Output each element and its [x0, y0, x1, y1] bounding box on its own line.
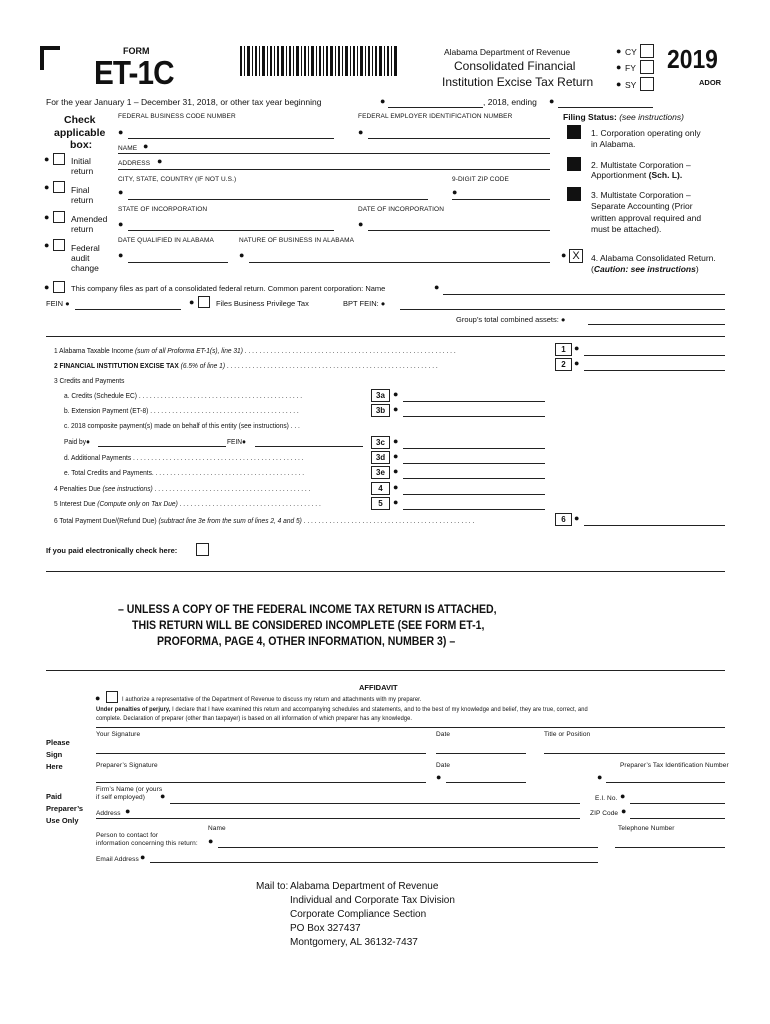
ador-label: ADOR	[699, 78, 722, 87]
zip-field[interactable]	[452, 199, 550, 200]
line-1-field[interactable]	[584, 355, 725, 356]
line-1-bullet: ●	[574, 343, 580, 353]
auth-bullet: ●	[95, 693, 101, 703]
filing-opt3-d: must be attached).	[591, 224, 662, 234]
title-field[interactable]	[544, 753, 725, 754]
initial-bullet: ●	[44, 154, 50, 164]
year-line-prefix: For the year January 1 – December 31, 2018, or other tax year beginning	[46, 97, 322, 107]
federal-label-3: change	[71, 263, 99, 273]
affidavit-title: AFFIDAVIT	[359, 683, 398, 692]
name-bullet: ●	[143, 141, 149, 151]
parent-name-bullet: ●	[434, 282, 440, 292]
addr-bullet: ●	[125, 806, 131, 816]
your-sig-field[interactable]	[96, 753, 426, 754]
line-3e-text: e. Total Credits and Payments	[64, 468, 152, 477]
filing-option-2-box[interactable]	[567, 157, 581, 171]
line-3a-box: 3a	[371, 389, 390, 402]
address-field[interactable]	[118, 169, 550, 170]
federal-bullet: ●	[44, 240, 50, 250]
fbcn-label: FEDERAL BUSINESS CODE NUMBER	[118, 113, 236, 120]
please-sign-3: Here	[46, 762, 63, 771]
form-label: FORM	[123, 46, 150, 56]
line-3b-bullet: ●	[393, 404, 399, 414]
fein-field[interactable]	[368, 138, 550, 139]
consolidated-bullet: ●	[44, 282, 50, 292]
zip-label: 9-DIGIT ZIP CODE	[452, 176, 509, 183]
check-title-1: Check	[64, 114, 96, 126]
line-3b-text: b. Extension Payment (ET-8)	[64, 406, 149, 415]
sy-bullet: ●	[616, 79, 622, 89]
line-3a-label: a. Credits (Schedule EC) . . . . . . . . . . . . . . . . . . . . . . . . . . . . . . . . . . . . . . . . . . . . .	[64, 391, 303, 400]
prep-date-bullet: ●	[436, 772, 442, 782]
email-field[interactable]	[150, 862, 598, 863]
filing-option-3-box[interactable]	[567, 187, 581, 201]
address-label: ADDRESS	[118, 160, 151, 167]
filing-opt4-a: 4. Alabama Consolidated Return.	[591, 253, 716, 263]
line-1-note: (sum of all Proforma ET-1(s), line 31)	[134, 346, 243, 355]
addr-label: Address	[96, 810, 121, 817]
fy-checkbox[interactable]	[640, 60, 654, 74]
filing-title	[563, 112, 684, 122]
name-field[interactable]	[118, 153, 550, 154]
line-3c-box: 3c	[371, 436, 390, 449]
mail-line-4: PO Box 327437	[290, 923, 361, 934]
paid-prep-1: Paid	[46, 792, 62, 801]
tel-field[interactable]	[615, 847, 725, 848]
line-3a-text: a. Credits (Schedule EC)	[64, 391, 137, 400]
line-6-label: 6 Total Payment Due/(Refund Due) (subtract line 3e from the sum of lines 2, 4 and 5) . . . . . . . . . . . . . . . . . . . . . . . . . . . . . . . . . . . . . . . . . . . . . . .	[54, 516, 475, 525]
your-sig-label: Your Signature	[96, 731, 141, 738]
please-sign-2: Sign	[46, 750, 63, 759]
prep-date-label: Date	[436, 762, 451, 769]
tax-year: 2019	[667, 44, 718, 74]
line-4-box: 4	[371, 482, 390, 495]
parent-fein-text: FEIN	[46, 299, 64, 308]
email-bullet: ●	[140, 852, 146, 862]
line-3b-field[interactable]	[403, 416, 545, 417]
fbcn-field[interactable]	[128, 138, 334, 139]
line-2-field[interactable]	[584, 370, 725, 371]
mail-line-3: Corporate Compliance Section	[290, 909, 427, 920]
date-inc-field[interactable]	[368, 230, 550, 231]
line-3c-label: c. 2018 composite payment(s) made on behalf of this entity (see instructions) . . .	[64, 421, 300, 430]
filing-option-4-box[interactable]	[569, 249, 583, 263]
bpt-fein-field[interactable]	[400, 309, 725, 310]
mail-line-2: Individual and Corporate Tax Division	[290, 895, 455, 906]
line-6-field[interactable]	[584, 525, 725, 526]
begin-date-field[interactable]	[388, 107, 483, 108]
perjury-bold: Under penalties of perjury,	[96, 706, 171, 713]
initial-label-1: Initial	[71, 156, 91, 166]
dept-name: Alabama Department of Revenue	[444, 47, 571, 57]
line-4-field[interactable]	[403, 494, 545, 495]
line-5-field[interactable]	[403, 509, 545, 510]
cy-checkbox[interactable]	[640, 44, 654, 58]
title-pos-label: Title or Position	[544, 731, 591, 738]
corner-mark	[40, 46, 60, 70]
form-id: ET-1C	[94, 54, 174, 91]
initial-return-checkbox[interactable]	[53, 153, 65, 165]
line-1-label: 1 Alabama Taxable Income (sum of all Proforma ET-1(s), line 31) . . . . . . . . . . . . . . . . . . . . . . . . . . . . . . . . . . . . . . . . . . . . . . . . . . . . . . . . . .	[54, 346, 456, 355]
date-label: Date	[436, 731, 451, 738]
address-bullet: ●	[157, 156, 163, 166]
end-bullet: ●	[549, 96, 555, 106]
electronic-checkbox[interactable]	[196, 543, 209, 556]
prep-sig-label: Preparer’s Signature	[96, 762, 158, 769]
amended-bullet: ●	[44, 212, 50, 222]
prep-sig-field[interactable]	[96, 782, 426, 783]
line-3d-bullet: ●	[393, 451, 399, 461]
line-2-box: 2	[555, 358, 572, 371]
prep-id-label: Preparer’s Tax Identification Number	[620, 762, 729, 769]
firm-bullet: ●	[160, 791, 166, 801]
filing-opt4-mark: X	[572, 250, 580, 262]
filing-opt4-bullet: ●	[561, 250, 567, 260]
zip-bullet: ●	[452, 187, 458, 197]
line-6-text: 6 Total Payment Due/(Refund Due)	[54, 516, 157, 525]
mail-label: Mail to:	[256, 881, 289, 892]
tel-label: Telephone Number	[618, 825, 675, 832]
end-date-field[interactable]	[558, 107, 653, 108]
final-label-1: Final	[71, 185, 90, 195]
ein-field[interactable]	[630, 803, 725, 804]
line-6-box: 6	[555, 513, 572, 526]
firm-name-field[interactable]	[170, 803, 580, 804]
nature-label: NATURE OF BUSINESS IN ALABAMA	[239, 237, 355, 244]
final-label-2: return	[71, 195, 94, 205]
line-3e-field[interactable]	[403, 478, 545, 479]
prep-date-field[interactable]	[446, 782, 526, 783]
filing-opt2-a: 2. Multistate Corporation –	[591, 160, 691, 170]
line-4-note: (see instructions)	[102, 484, 153, 493]
consolidated-text: This company files as part of a consolidated federal return. Common parent corporation: Name	[71, 284, 386, 293]
parent-fein-label: FEIN ●	[46, 299, 70, 308]
filing-opt2-b	[591, 170, 682, 180]
parent-fein-field[interactable]	[75, 309, 181, 310]
barcode	[240, 46, 400, 76]
year-line-mid: , 2018, ending	[483, 97, 537, 107]
bpt-bullet: ●	[189, 297, 195, 307]
paid-prep-3: Use Only	[46, 816, 79, 825]
city-label: CITY, STATE, COUNTRY (IF NOT U.S.)	[118, 176, 237, 183]
line-3c-bullet: ●	[393, 436, 399, 446]
mail-line-1: Alabama Department of Revenue	[290, 881, 439, 892]
line-3a-bullet: ●	[393, 389, 399, 399]
filing-opt3-a: 3. Multistate Corporation –	[591, 190, 691, 200]
lines-top-rule	[46, 336, 725, 337]
prep-id-bullet: ●	[597, 772, 603, 782]
state-inc-field[interactable]	[128, 230, 334, 231]
nature-bullet: ●	[239, 250, 245, 260]
prep-id-field[interactable]	[606, 782, 725, 783]
line-3e-label: e. Total Credits and Payments. . . . . . . . . . . . . . . . . . . . . . . . . . . . . . . . . . . . . . . . . .	[64, 468, 305, 477]
check-title-2: applicable	[54, 127, 106, 139]
federal-label-2: audit	[71, 253, 90, 263]
assets-text: Group’s total combined assets:	[456, 315, 559, 324]
line-3c-paidby-field[interactable]	[98, 446, 226, 447]
assets-field[interactable]	[588, 324, 725, 325]
please-sign-1: Please	[46, 738, 70, 747]
line-3d-field[interactable]	[403, 463, 545, 464]
line-3c-fein-text: FEIN	[227, 437, 243, 446]
auth-text: I authorize a representative of the Department of Revenue to discuss my return and attachments with my preparer.	[122, 696, 422, 703]
line-3e-bullet: ●	[393, 466, 399, 476]
federal-label-1: Federal	[71, 243, 100, 253]
paid-prep-2: Preparer’s	[46, 804, 84, 813]
bpt-fein-label: BPT FEIN: ●	[343, 299, 386, 308]
line-3d-box: 3d	[371, 451, 390, 464]
nature-field[interactable]	[249, 262, 550, 263]
assets-label: Group’s total combined assets: ●	[456, 315, 566, 324]
date-qual-bullet: ●	[118, 250, 124, 260]
fein-bullet: ●	[358, 127, 364, 137]
line-5-bullet: ●	[393, 497, 399, 507]
sig-date-field[interactable]	[436, 753, 526, 754]
line-6-note: (subtract line 3e from the sum of lines 2, 4 and 5)	[158, 516, 302, 525]
line-3e-box: 3e	[371, 466, 390, 479]
ein-bullet: ●	[620, 791, 626, 801]
contact-name-label: Name	[208, 825, 226, 832]
line-3c-field[interactable]	[403, 448, 545, 449]
zip-code-label: ZIP Code	[590, 810, 619, 817]
zip-code-bullet: ●	[621, 806, 627, 816]
line-4-text: 4 Penalties Due	[54, 484, 101, 493]
filing-opt4-caution: Caution: see instructions	[593, 264, 696, 274]
mail-line-5: Montgomery, AL 36132-7437	[290, 937, 418, 948]
perjury-text	[96, 706, 588, 713]
line-1-box: 1	[555, 343, 572, 356]
line-3d-label: d. Additional Payments . . . . . . . . . . . . . . . . . . . . . . . . . . . . . . . . . . . . . . . . . . . . . . .	[64, 453, 304, 462]
warning-line-3: PROFORMA, PAGE 4, OTHER INFORMATION, NUMBER 3) –	[157, 634, 456, 648]
contact-bullet: ●	[208, 836, 214, 846]
check-title-3: box:	[70, 139, 93, 151]
line-3c-fein-field[interactable]	[255, 446, 363, 447]
state-inc-bullet: ●	[118, 219, 124, 229]
date-inc-label: DATE OF INCORPORATION	[358, 206, 444, 213]
name-label: NAME	[118, 145, 138, 152]
title-line-1: Consolidated Financial	[454, 59, 576, 73]
line-5-note: (Compute only on Tax Due)	[97, 499, 178, 508]
cy-label: CY	[625, 47, 637, 57]
federal-audit-checkbox[interactable]	[53, 239, 65, 251]
prep-addr-field[interactable]	[96, 818, 580, 819]
fy-bullet: ●	[616, 62, 622, 72]
final-bullet: ●	[44, 182, 50, 192]
line-4-bullet: ●	[393, 482, 399, 492]
city-bullet: ●	[118, 187, 124, 197]
parent-name-field[interactable]	[443, 294, 725, 295]
line-3c-paidby: Paid by●	[64, 437, 91, 446]
sy-checkbox[interactable]	[640, 77, 654, 91]
line-3c-fein: FEIN●	[227, 437, 247, 446]
fy-label: FY	[625, 63, 636, 73]
amended-return-checkbox[interactable]	[53, 211, 65, 223]
line-5-text: 5 Interest Due	[54, 499, 96, 508]
date-inc-bullet: ●	[358, 219, 364, 229]
line-2-text: 2 FINANCIAL INSTITUTION EXCISE TAX	[54, 361, 179, 370]
bpt-fein-text: BPT FEIN:	[343, 299, 379, 308]
firm-label-1: Firm’s Name (or yours	[96, 786, 163, 793]
bpt-checkbox[interactable]	[198, 296, 210, 308]
firm-label-2: if self employed)	[96, 794, 146, 801]
filing-opt2-b-text: Apportionment	[591, 170, 647, 180]
initial-label-2: return	[71, 166, 94, 176]
amended-label-1: Amended	[71, 214, 108, 224]
line-2-label: 2 FINANCIAL INSTITUTION EXCISE TAX (6.5% of line 1) . . . . . . . . . . . . . . . . . . . . . . . . . . . . . . . . . . . . . . . . . . . . . . . . . . . . . . . . . .	[54, 361, 438, 370]
perjury-rest: I declare that I have examined this return and accompanying schedules and statements, and to the best of my knowledge and belief, they are true, correct, and	[170, 706, 588, 713]
state-inc-label: STATE OF INCORPORATION	[118, 206, 208, 213]
final-return-checkbox[interactable]	[53, 181, 65, 193]
line-5-label: 5 Interest Due (Compute only on Tax Due) . . . . . . . . . . . . . . . . . . . . . . . . . . . . . . . . . . . . . . .	[54, 499, 321, 508]
prep-zip-field[interactable]	[630, 818, 725, 819]
line-3d-text: d. Additional Payments	[64, 453, 132, 462]
amended-label-2: return	[71, 224, 94, 234]
city-field[interactable]	[128, 199, 428, 200]
filing-opt3-c: written approval required and	[591, 213, 702, 223]
bpt-label: Files Business Privilege Tax	[216, 299, 309, 308]
line-3a-field[interactable]	[403, 401, 545, 402]
line-3-label: 3 Credits and Payments	[54, 376, 125, 385]
filing-title-note: (see instructions)	[619, 112, 684, 122]
title-line-2: Institution Excise Tax Return	[442, 75, 594, 89]
filing-title-text: Filing Status:	[563, 112, 617, 122]
perjury-text-2: complete. Declaration of preparer (other than taxpayer) is based on all information of which preparer has any knowledge.	[96, 715, 413, 722]
line-2-note: (6.5% of line 1)	[180, 361, 226, 370]
affidavit-top-rule	[46, 670, 725, 671]
auth-checkbox[interactable]	[106, 691, 118, 703]
line-5-box: 5	[371, 497, 390, 510]
filing-opt2-sch: (Sch. L).	[648, 170, 683, 180]
line-3c-paidby-text: Paid by	[64, 437, 87, 446]
warning-line-2: THIS RETURN WILL BE CONSIDERED INCOMPLETE (SEE FORM ET-1,	[132, 618, 485, 632]
line-3b-box: 3b	[371, 404, 390, 417]
warning-top-rule	[46, 571, 725, 572]
line-2-bullet: ●	[574, 358, 580, 368]
cy-bullet: ●	[616, 46, 622, 56]
warning-line-1: – UNLESS A COPY OF THE FEDERAL INCOME TAX RETURN IS ATTACHED,	[118, 602, 497, 616]
date-qual-label: DATE QUALIFIED IN ALABAMA	[118, 237, 214, 244]
electronic-label: If you paid electronically check here:	[46, 546, 178, 555]
line-4-label: 4 Penalties Due (see instructions) . . . . . . . . . . . . . . . . . . . . . . . . . . . . . . . . . . . . . . . . . . .	[54, 484, 311, 493]
sign-top-rule	[96, 727, 725, 728]
sy-label: SY	[625, 80, 637, 90]
ein-label: E.I. No.	[595, 795, 618, 802]
filing-opt4-b: (Caution: see instructions)	[591, 264, 699, 274]
filing-opt1-b: in Alabama.	[591, 139, 636, 149]
filing-option-1-box[interactable]	[567, 125, 581, 139]
begin-bullet: ●	[380, 96, 386, 106]
filing-opt1-a: 1. Corporation operating only	[591, 128, 701, 138]
contact-name-field[interactable]	[218, 847, 598, 848]
fbcn-bullet: ●	[118, 127, 124, 137]
filing-opt3-b: Separate Accounting (Prior	[591, 201, 693, 211]
line-3b-label: b. Extension Payment (ET-8) . . . . . . . . . . . . . . . . . . . . . . . . . . . . . . . . . . . . . . . . .	[64, 406, 299, 415]
contact-label-1: Person to contact for	[96, 832, 159, 839]
fein-label: FEDERAL EMPLOYER IDENTIFICATION NUMBER	[358, 113, 513, 120]
contact-label-2: information concerning this return:	[96, 840, 198, 847]
line-6-bullet: ●	[574, 513, 580, 523]
email-label: Email Address	[96, 856, 139, 863]
consolidated-checkbox[interactable]	[53, 281, 65, 293]
line-1-text: 1 Alabama Taxable Income	[54, 346, 134, 355]
date-qual-field[interactable]	[128, 262, 228, 263]
